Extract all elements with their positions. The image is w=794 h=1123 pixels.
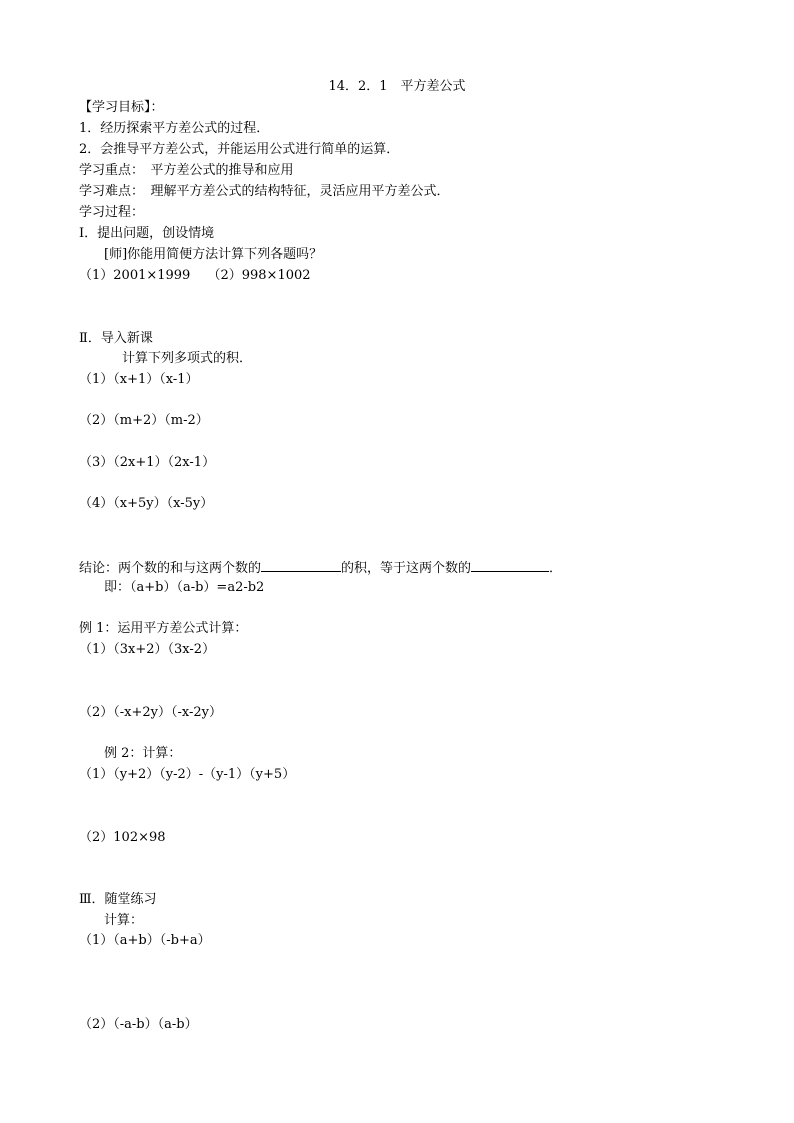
objectives-heading: 【学习目标】： [79,100,164,115]
conclusion-blank [471,558,549,572]
section1-problems: （1）2001×1999 （2）998×1002 [79,268,311,283]
conclusion-formula: 即：（a+b）（a-b）=a2-b2 [104,580,265,595]
objective-item: 2．会推导平方差公式，并能运用公式进行简单的运算． [79,142,400,157]
example1-item: （1）（3x+2）（3x-2） [79,642,216,657]
difficulty: 学习难点： 理解平方差公式的结构特征，灵活应用平方差公式． [79,184,450,199]
conclusion-line [79,558,562,578]
section2-item: （4）（x+5y）（x-5y） [79,496,214,511]
objective-item: 1．经历探索平方差公式的过程． [79,121,270,136]
section2-item: （2）（m+2）（m-2） [79,413,209,428]
conclusion-blank [261,558,341,572]
conclusion-text: ． [549,561,563,576]
conclusion-text: 的积，等于这两个数的 [341,561,472,576]
section3-item: （2）（-a-b）（a-b） [79,1017,198,1032]
example1-item: （2）（-x+2y）（-x-2y） [79,705,223,720]
page-title: 14．2．1 平方差公式 [328,79,466,94]
example1-heading: 例 1：运用平方差公式计算： [79,621,248,636]
example2-item: （1）（y+2）（y-2）-（y-1）（y+5） [79,767,296,782]
section2-item: （1）（x+1）（x-1） [79,372,199,387]
key-point: 学习重点： 平方差公式的推导和应用 [79,163,294,178]
section1-heading: Ⅰ．提出问题，创设情境 [79,226,215,241]
process-heading: 学习过程： [79,205,145,220]
example2-item: （2）102×98 [79,830,166,845]
example2-heading: 例 2：计算： [104,746,182,761]
section2-item: （3）（2x+1）（2x-1） [79,455,216,470]
conclusion-text: 结论：两个数的和与这两个数的 [79,561,262,576]
section3-item: （1）（a+b）（-b+a） [79,933,211,948]
section3-prompt: 计算： [104,913,144,928]
section3-heading: Ⅲ．随堂练习 [79,892,157,907]
section2-heading: Ⅱ．导入新课 [79,331,153,346]
section1-prompt: [师]你能用简便方法计算下列各题吗？ [104,247,323,262]
section2-prompt: 计算下列多项式的积． [122,351,253,366]
